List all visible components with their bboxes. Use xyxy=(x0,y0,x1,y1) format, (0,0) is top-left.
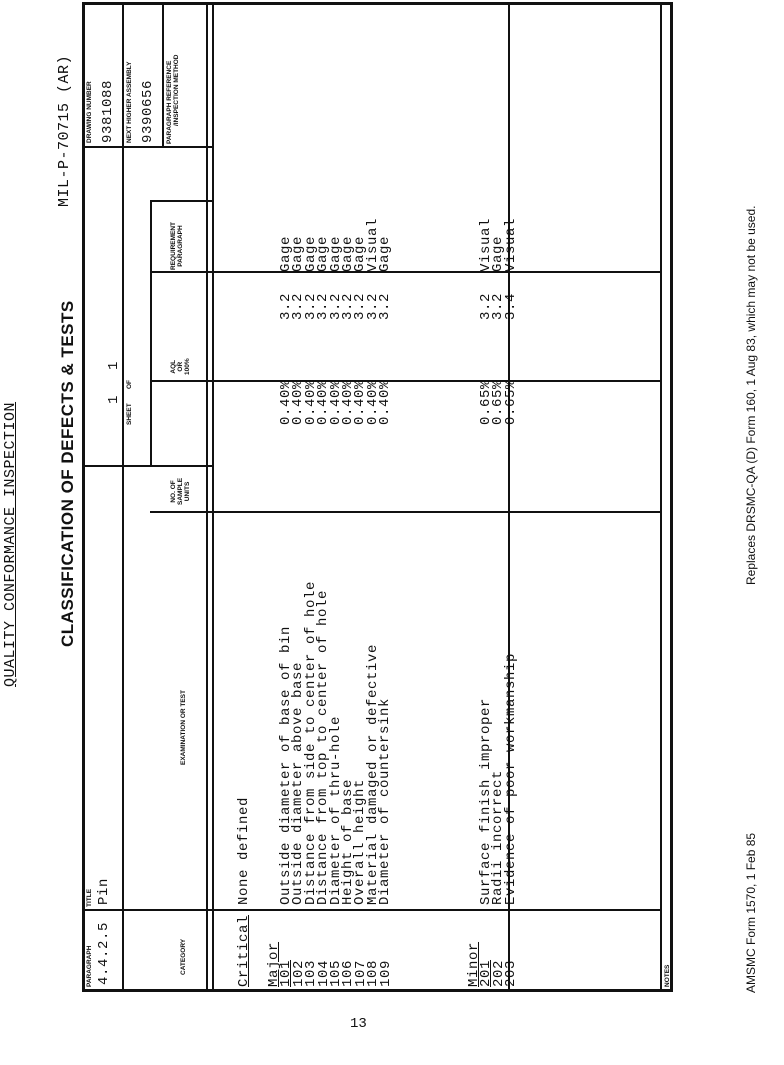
list-item: 0.40% xyxy=(327,379,344,425)
list-item: 3.2 xyxy=(478,292,494,320)
list-item: 3.2 xyxy=(490,292,507,320)
label-sample-units: NO. OF SAMPLE UNITS xyxy=(170,477,191,505)
list-item: Distance from top to center of hole xyxy=(315,589,332,905)
minor-requirement xyxy=(480,293,517,320)
list-item: 3.4 xyxy=(502,292,519,320)
minor-descriptions xyxy=(480,653,517,905)
minor-numbers xyxy=(468,942,518,987)
major-method xyxy=(280,218,392,272)
list-item: Outside diameter above base xyxy=(290,661,307,905)
paragraph-value: 4.4.2.5 xyxy=(96,921,112,985)
label-examination: EXAMINATION OR TEST xyxy=(180,690,187,765)
list-item: 3.2 xyxy=(327,292,344,320)
rule-sheet-end xyxy=(150,200,212,202)
label-notes: NOTES xyxy=(664,964,671,987)
rule-drawing xyxy=(122,2,124,148)
sheet-of-number: 1 xyxy=(106,360,122,370)
list-item: Gage xyxy=(377,235,394,272)
rule-nha xyxy=(162,2,164,148)
list-item: Gage xyxy=(327,235,344,272)
major-numbers xyxy=(268,942,392,987)
list-item: Gage xyxy=(352,235,369,272)
list-item: Diameter of countersink xyxy=(377,697,394,905)
list-item: Gage xyxy=(290,235,307,272)
label-title: TITLE xyxy=(86,888,93,907)
minor-aql xyxy=(480,380,517,425)
major-requirement xyxy=(280,293,392,320)
rule-aql xyxy=(150,380,212,382)
list-item: Diameter of thru-hole xyxy=(327,715,344,905)
minor-method xyxy=(480,218,517,272)
rule-top-header xyxy=(122,2,124,992)
list-item: 3.2 xyxy=(364,292,381,320)
major-aql xyxy=(280,380,392,425)
list-item: 0.40% xyxy=(290,379,307,425)
list-item: Radii incorrect xyxy=(490,769,507,905)
list-item: 0.40% xyxy=(278,379,294,425)
list-item: Gage xyxy=(315,235,332,272)
rule-sample-col xyxy=(212,511,660,513)
list-item: 103 xyxy=(303,959,320,987)
critical-text: None defined xyxy=(236,796,252,905)
list-item: 3.2 xyxy=(315,292,332,320)
list-item: 106 xyxy=(340,959,357,987)
rule-title-end xyxy=(82,465,212,467)
rule-req xyxy=(150,271,212,273)
list-item: 3.2 xyxy=(352,292,369,320)
rule-drawing-start xyxy=(82,146,212,148)
list-item: 0.40% xyxy=(377,379,394,425)
list-item: 109 xyxy=(377,959,394,987)
label-category: CATEGORY xyxy=(180,938,187,975)
rule-paragraph xyxy=(82,909,214,911)
list-item: 0.40% xyxy=(315,379,332,425)
list-item: 104 xyxy=(315,959,332,987)
major-descriptions xyxy=(280,581,392,905)
list-item: 201 xyxy=(478,959,495,987)
form-number: AMSMC Form 1570, 1 Feb 85 xyxy=(744,832,758,993)
category-major: Major xyxy=(266,941,282,987)
document-heading: QUALITY CONFORMANCE INSPECTION xyxy=(2,401,19,687)
next-higher-assembly-value: 9390656 xyxy=(140,79,156,143)
list-item: 108 xyxy=(365,959,382,987)
category-critical: Critical xyxy=(236,914,252,987)
rule-notes xyxy=(660,2,662,992)
list-item: Visual xyxy=(502,217,519,272)
rule-category xyxy=(212,909,662,911)
list-item: Height of base xyxy=(339,778,356,905)
label-next-higher-assembly: NEXT HIGHER ASSEMBLY xyxy=(126,61,133,143)
list-item: Evidence of poor workmanship xyxy=(502,652,519,905)
rule-column-heads-2 xyxy=(212,2,214,992)
list-item: Surface finish improper xyxy=(478,697,494,905)
list-item: 107 xyxy=(352,959,369,987)
label-requirement: REQUIREMENT PARAGRAPH xyxy=(170,221,184,270)
list-item: 3.2 xyxy=(377,292,394,320)
list-item: Distance from side to center of hole xyxy=(302,580,319,905)
list-item: Gage xyxy=(302,235,319,272)
list-item: Gage xyxy=(278,235,294,272)
list-item: Overall height xyxy=(352,778,369,905)
list-item: 0.65% xyxy=(502,379,519,425)
spec-number: MIL-P-70715 (AR) xyxy=(56,54,73,207)
list-item: Outside diameter of base of bin xyxy=(278,625,294,905)
list-item: 203 xyxy=(503,959,520,987)
list-item: 3.2 xyxy=(278,292,294,320)
list-item: 102 xyxy=(290,959,307,987)
list-item: Material damaged or defective xyxy=(364,643,381,905)
drawing-number-value: 9381088 xyxy=(100,79,116,143)
title-value: Pin xyxy=(96,877,112,905)
rule-sheet xyxy=(150,202,152,467)
list-item: 101 xyxy=(278,959,295,987)
list-item: 105 xyxy=(327,959,344,987)
category-minor: Minor xyxy=(466,941,482,987)
list-item: 0.40% xyxy=(302,379,319,425)
sheet-number: 1 xyxy=(106,394,122,404)
list-item: 3.2 xyxy=(302,292,319,320)
label-of: OF xyxy=(126,379,133,389)
list-item: 3.2 xyxy=(290,292,307,320)
label-paragraph: PARAGRAPH xyxy=(86,945,93,987)
list-item: Gage xyxy=(490,235,507,272)
list-item: 0.65% xyxy=(478,379,494,425)
list-item: Visual xyxy=(364,217,381,272)
list-item: Visual xyxy=(478,217,494,272)
list-item: Gage xyxy=(339,235,356,272)
label-drawing-number: DRAWING NUMBER xyxy=(86,81,93,143)
label-paragraph-reference: PARAGRAPH REFERENCE /INSPECTION METHOD xyxy=(166,54,180,144)
list-item: 0.40% xyxy=(364,379,381,425)
label-aql: AQL OR 100% xyxy=(170,358,191,375)
form-title: CLASSIFICATION OF DEFECTS & TESTS xyxy=(58,300,77,647)
rule-column-heads xyxy=(206,2,208,992)
list-item: 0.40% xyxy=(352,379,369,425)
replaces-note: Replaces DRSMC-QA (D) Form 160, 1 Aug 83, which may not be used. xyxy=(744,205,758,585)
list-item: 0.40% xyxy=(339,379,356,425)
rule-sample xyxy=(150,511,212,513)
list-item: 202 xyxy=(490,959,507,987)
label-sheet: SHEET xyxy=(126,403,133,425)
page-number: 13 xyxy=(350,1016,367,1032)
list-item: 3.2 xyxy=(339,292,356,320)
list-item: 0.65% xyxy=(490,379,507,425)
